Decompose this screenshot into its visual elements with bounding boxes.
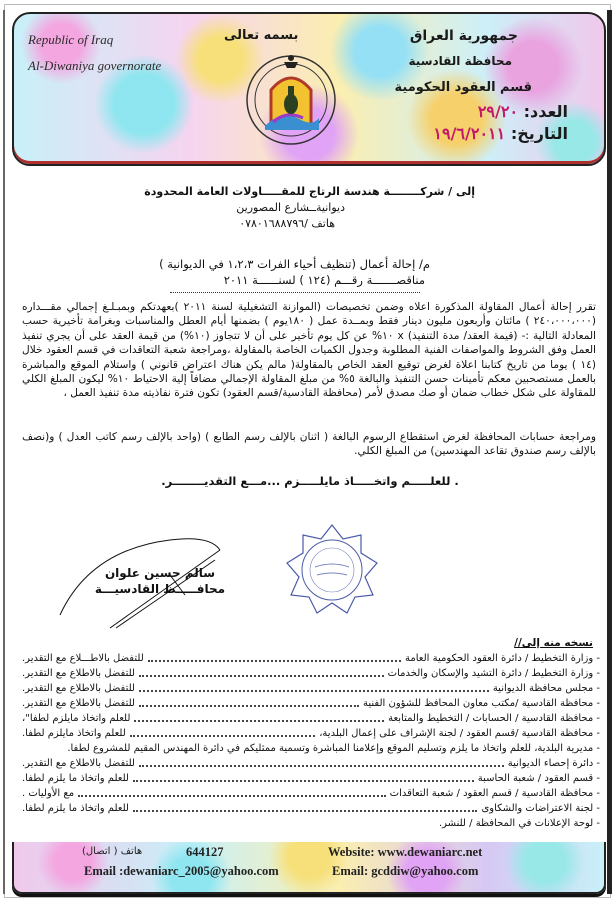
recipient-location: ديوانيةــشارع المصورين [236, 201, 345, 214]
footer-phone-label: هاتف ( اتصال) [82, 846, 143, 857]
dotted-leader [134, 714, 384, 722]
dotted-leader [133, 804, 478, 812]
copies-to-heading: نسخه منه إلى// [514, 637, 593, 649]
copy-recipient-row [22, 771, 600, 785]
copy-note: للعلم واتخاذ ما يلزم لطفا. [22, 802, 129, 814]
copy-recipient: - دائرة إحصاء الديوانية [507, 757, 600, 769]
subject-line: م/ إحالة أعمال (تنظيف أحياء الفرات ١،٢،٣ في الديوانية ) [159, 257, 430, 271]
header-english-country: Republic of Iraq [28, 32, 114, 47]
copy-note: مع الأوليات . [22, 787, 75, 799]
subject-separator [170, 292, 420, 293]
signatory-title: محافـــــظ القادسيـــة [94, 582, 226, 596]
copy-note: للعلم واتخاذ مايلزم لطفا"، [22, 712, 131, 724]
copy-recipient: - وزارة التخطيط / دائرة التشيد والإسكان والخدمات [387, 667, 600, 679]
copy-recipient: - قسم العقود / شعبة الحاسبة [477, 772, 600, 784]
copy-note: للعلم واتخاذ ما يلزم لطفا. [22, 772, 129, 784]
copy-recipient: - مجلس محافظة الديوانية [492, 682, 600, 694]
dotted-leader [78, 789, 386, 797]
copy-recipient-row [22, 651, 600, 665]
copy-recipient-row [22, 666, 600, 680]
number-label: العدد: [523, 102, 568, 121]
closing-line: . للعلـــــم واتخـــــاذ مايلـــــزم ...مـــع التقديــــــــر. [161, 474, 459, 488]
copy-recipient-row [22, 711, 600, 725]
header-arabic-governorate: محافظة القادسية [408, 54, 512, 68]
copy-recipient: - محافظة القادسية / الحسابات / التخطيط والمتابعة [388, 712, 600, 724]
footer-phone: 644127 [186, 845, 224, 859]
copy-note: للتفضل بالاطلاع مع التقدير. [22, 667, 135, 679]
copy-note: للتفضل بالاطلاع مع التقدير. [22, 697, 135, 709]
signatory-name: سالم حسين علوان [104, 566, 216, 580]
copy-note: للتفضل بالاطلاع مع التقدير. [22, 757, 135, 769]
copy-recipient-row [22, 726, 600, 740]
recipient-company: إلى / شركــــــــة هندسة الرتاج للمقـــــاولات العامة المحدودة [144, 185, 475, 198]
dotted-leader [139, 684, 489, 692]
copy-recipient-row [22, 801, 600, 815]
body-paragraph-2: ومراجعة حسابات المحافظة لغرض استقطاع الرسوم البالغة ( اثنان بالإلف رسم الطابع ) (واحد بالإلف رسم كاتب العدل ) و(نصف بالإلف رسم صندوق تقاعد المهندسين) من المبلغ الكلي. [22, 431, 596, 458]
copy-note: للعلم واتخاذ مايلزم لطفا. [22, 727, 126, 739]
header-basmala: بسمه تعالى [224, 28, 299, 43]
recipient-phone: هاتف /٠٧٨٠١٦٨٨٧٩٦ [239, 217, 335, 230]
copy-recipient: - لوحة الإعلانات في المحافظة / للنشر. [438, 817, 600, 829]
copy-note: للتفضل بالاطلاع مع التقدير. [22, 682, 135, 694]
copy-recipient: - وزارة التخطيط / دائرة العقود الحكومية العامة [405, 652, 600, 664]
number-value: ٢٩/٢٠ [477, 102, 519, 121]
date-label: التاريخ: [510, 124, 568, 143]
copy-recipient-row [22, 681, 600, 695]
header-number [478, 102, 568, 121]
dotted-leader [148, 654, 401, 662]
governorate-emblem-icon [243, 38, 339, 150]
footer-website: Website: www.dewaniarc.net [328, 845, 483, 859]
left-scan-edge [3, 10, 5, 894]
body-paragraph-1: تقرر إحالة أعمال المقاولة المذكورة اعلاه وضمن تخصيصات (الموازنة التشغيلية لسنة ٢٠١١ )بعهدتكم وبمبـلـغ إجمالي مقـــداره (٢٤٠،٠٠٠،٠٠٠ ) مائتان وأربعون مليون دينار فقط وبمــدة عمل ( ١٨٠يوم ) بضمنها أيام العطل والمناسبات وبغرامة تأخيرية حسب المعادلة التالية :- (قيمة العقد/ مدة التنفيذ) x ١٠% عن كل يوم تأخير على أن لا تتجاوز (١٠%) من قيمة العقد على أن يجري تنفيذ العمل وفق الشروط والمواصفات الفنية المطلوبة وجدول الكميات الخاصة بالمقاولة ،ومراجعة شعبة التعاقدات في قسم العقود خلال (١٤ ) يوما من تاريخ كتابنا اعلاة لغرض توقيع العقد الخاص بالمقاولة( مالم يكن هناك اعتراض قانوني ) واستلام الموقع والمباشرة بالعمل مستصحبين معكم تأمينات حسن التنفيذ والبالغة ٥% من مبلغ المقاولة الإجمالي مضافاً إلية الاحتياط ١٠% ليكون المبلغ الكلي للمقاولة على شكل خطاب ضمان أو صك مصدق لأمر (محافظة القادسية/قسم العقود) تكون فترة نفاذيته مدة تنفيذ العمل ، [22, 301, 596, 400]
header-arabic-department: قسم العقود الحكومية [394, 80, 532, 95]
official-seal-icon [285, 523, 380, 618]
copy-recipient-row [22, 756, 600, 770]
footer-email-1: Email :dewaniarc_2005@yahoo.com [84, 864, 279, 878]
header-english-governorate: Al-Diwaniya governorate [28, 58, 162, 73]
copy-recipient: - مديرية البلدية، للعلم واتخاذ ما يلزم وتسليم الموقع وإعلامنا المباشرة وتسمية ممثليكم في دائرة المهندس المقيم للمشروع لطفا. [67, 742, 600, 754]
dotted-leader [139, 669, 384, 677]
dotted-leader [130, 729, 315, 737]
letterhead-footer [12, 842, 606, 894]
copy-recipient: - محافظة القادسية /قسم العقود / لجنة الإشراف على إعمال البلدية، [319, 727, 600, 739]
footer-email-2: Email: gcddiw@yahoo.com [332, 864, 479, 878]
copy-recipient-row [22, 786, 600, 800]
dotted-leader [139, 759, 504, 767]
copy-recipient-row [22, 816, 600, 830]
header-arabic-country: جمهورية العراق [409, 28, 518, 44]
copy-recipient: - محافظة القادسية / قسم العقود / شعبة التعاقدات [389, 787, 600, 799]
header-date [433, 124, 568, 143]
copy-recipient-row [22, 741, 600, 755]
copy-recipient: - لجنة الاعتراضات والشكاوى [481, 802, 600, 814]
dotted-leader [133, 774, 474, 782]
copy-note: للتفضل بالاطـــلاع مع التقدير. [22, 652, 144, 664]
right-scan-edge [607, 10, 612, 894]
tender-number: مناقصـــــــة رقـــم (١٢٤ ) لسنــــــة ٢٠١١ [223, 273, 425, 287]
copy-recipient: - محافظة القادسية /مكتب معاون المحافظ للشؤون الفنية [363, 697, 600, 709]
copy-recipient-row [22, 696, 600, 710]
date-value: ١٩/٦/٢٠١١ [433, 124, 506, 143]
dotted-leader [139, 699, 359, 707]
